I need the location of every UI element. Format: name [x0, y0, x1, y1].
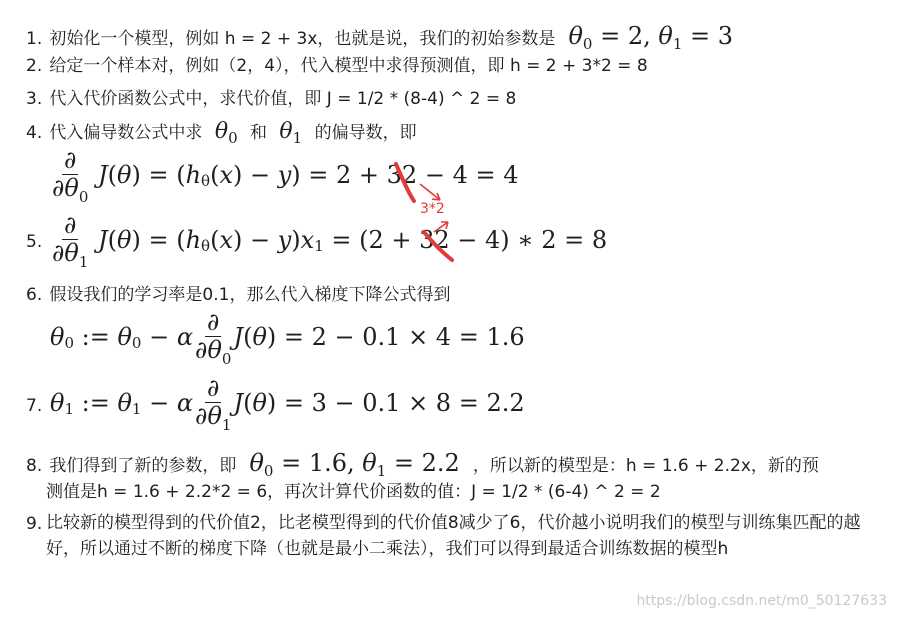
item-number: 8.	[26, 456, 43, 476]
new-params-math: $\theta_0 = 1.6$, $\theta_1 = 2.2$	[249, 449, 460, 480]
partial-fraction: $\frac{\partial}{\partial\theta_0}$	[195, 308, 232, 369]
equation-partial-theta1: $\frac{\partial}{\partial\theta_1}$ J ( θ ) = ( h θ ( x ) − y ) x 1 = (2 + 32 − 4) ∗ 2 = 8	[52, 211, 608, 272]
watermark: https://blog.csdn.net/m0_50127633	[636, 593, 887, 609]
item-3	[26, 89, 516, 109]
item-number: 2.	[26, 56, 43, 76]
item-number: 9.	[26, 514, 43, 534]
item-7	[26, 396, 44, 416]
item-text: 的偏导数，即	[314, 123, 417, 143]
equation-update-theta1: θ 1 := θ 1 − α $\frac{\partial}{\partial\theta_1}$ J ( θ ) = 3 − 0.1 × 8 = 2.2	[50, 374, 525, 435]
theta1-symbol: $\theta_1$	[279, 119, 303, 147]
partial-fraction: $\frac{\partial}{\partial\theta_1}$	[52, 211, 89, 272]
item-number: 7.	[26, 396, 43, 416]
item-9-text: 比较新的模型得到的代价值2，比老模型得到的代价值8减少了6，代价越小说明我们的模型与训练集匹配的越好，所以通过不断的梯度下降（也就是最小二乘法），我们可以得到最适合训练数据的模型h	[46, 513, 861, 560]
item-text: 代入偏导数公式中求	[49, 123, 203, 143]
item-text: 初始化一个模型，例如 h = 2 + 3x，也就是说，我们的初始参数是	[49, 29, 556, 49]
item-text: ，所以新的模型是：h = 1.6 + 2.2x，新的预	[472, 456, 819, 476]
item-2	[26, 56, 648, 76]
partial-fraction: $\frac{\partial}{\partial\theta_0}$	[52, 146, 89, 207]
item-text: 测值是h = 1.6 + 2.2*2 = 6，再次计算代价函数的值：J = 1/2 * (6-4) ^ 2 = 2	[46, 482, 661, 502]
item-text: 假设我们的学习率是0.1，那么代入梯度下降公式得到	[49, 285, 451, 305]
item-number: 4.	[26, 123, 43, 143]
item-1	[26, 22, 733, 53]
item-number: 3.	[26, 89, 43, 109]
item-6	[26, 285, 450, 305]
theta0-symbol: $\theta_0$	[214, 119, 238, 147]
partial-fraction: $\frac{\partial}{\partial\theta_1}$	[195, 374, 232, 435]
annotation-text: 3*2	[420, 201, 445, 217]
item-number: 6.	[26, 285, 43, 305]
item-5	[26, 232, 44, 252]
item-text: 我们得到了新的参数，即	[49, 456, 237, 476]
item-8-continued	[46, 482, 661, 502]
item-9-number	[26, 514, 44, 534]
initial-params-math: $\theta_0 = 2$, $\theta_1 = 3$	[568, 22, 734, 53]
item-number: 1.	[26, 29, 43, 49]
item-number: 5.	[26, 232, 43, 252]
item-text: 给定一个样本对，例如（2，4），代入模型中求得预测值，即 h = 2 + 3*2 = 8	[49, 56, 648, 76]
equation-update-theta0: θ 0 := θ 0 − α $\frac{\partial}{\partial\theta_0}$ J ( θ ) = 2 − 0.1 × 4 = 1.6	[50, 308, 525, 369]
equation-partial-theta0: $\frac{\partial}{\partial\theta_0}$ J ( θ ) = ( h θ ( x ) − y ) = 2 + 32 − 4 = 4	[52, 146, 519, 207]
item-text: 代入代价函数公式中，求代价值，即 J = 1/2 * (8-4) ^ 2 = 8	[49, 89, 517, 109]
item-8	[26, 449, 819, 480]
item-4	[26, 119, 417, 147]
item-text: 和	[250, 123, 268, 143]
